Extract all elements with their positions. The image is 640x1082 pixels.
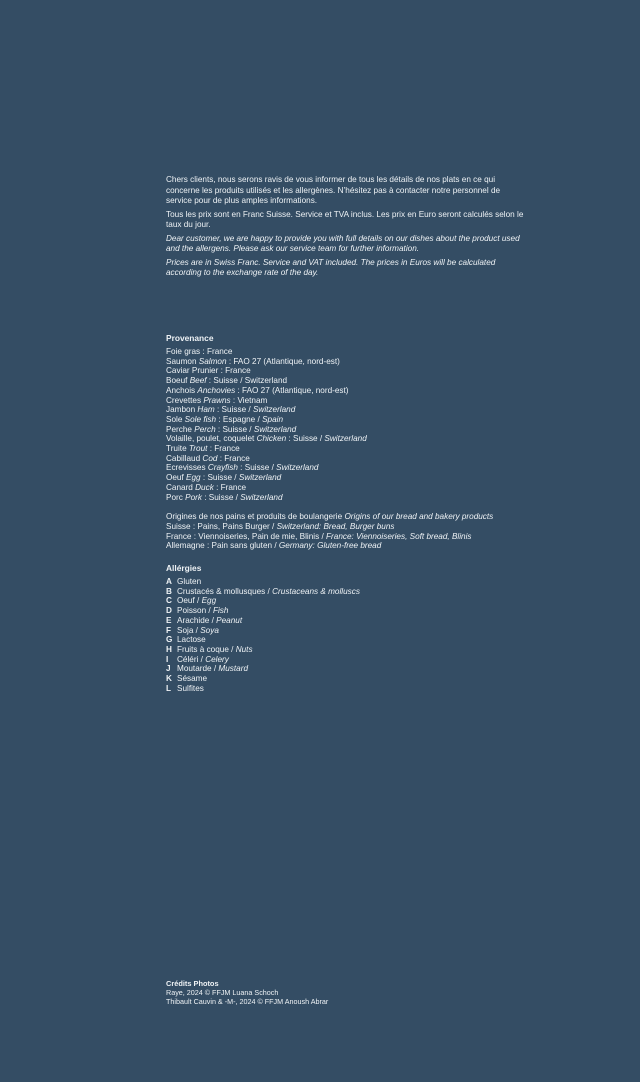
provenance-origin: France	[214, 444, 240, 454]
provenance-origin: Espagne /	[222, 414, 260, 424]
allergen-name-en: Mustard	[218, 664, 248, 674]
provenance-origin-en: Switzerland	[276, 463, 319, 473]
provenance-origin: Suisse / Switzerland	[213, 376, 288, 386]
allergen-name-en: Egg	[201, 596, 217, 606]
allergen-item	[166, 655, 526, 665]
allergen-name-en: Celery	[205, 654, 229, 664]
provenance-product: Crevettes	[166, 395, 202, 405]
intro-en-details: Dear customer, we are happy to provide you with full details on our dishes about the product used and the allergens. Please ask our service team for further information.	[166, 233, 520, 253]
provenance-product-en: Beef	[189, 376, 207, 386]
allergen-item	[166, 684, 526, 694]
allergen-item	[166, 596, 526, 606]
provenance-product: Oeuf	[166, 473, 184, 483]
credits-line: Raye, 2024 © FFJM Luana Schoch	[166, 988, 279, 997]
provenance-item: Sole Sole fish : Espagne / Spain	[166, 414, 284, 424]
provenance-origin: France	[220, 482, 247, 492]
provenance-product: Perche	[166, 424, 192, 434]
provenance-product-en: Salmon	[198, 356, 227, 366]
bread-title-fr: Origines de nos pains et produits de boulangerie	[166, 512, 343, 522]
provenance-item: Boeuf Beef : Suisse / Switzerland	[166, 376, 288, 386]
bread-item	[166, 532, 526, 542]
provenance-product-en: Crayfish	[207, 463, 238, 473]
allergen-letter: E	[166, 615, 172, 625]
provenance-product-en: Ham	[197, 405, 215, 415]
provenance-origin: FAO 27 (Atlantique, nord-est)	[242, 385, 349, 395]
allergen-name: Moutarde /	[177, 664, 217, 674]
allergen-letter: B	[166, 586, 172, 596]
allergen-item	[166, 577, 526, 587]
allergen-name: Soja /	[177, 625, 198, 635]
provenance-origin: Suisse /	[293, 434, 323, 444]
provenance-product-en: Duck	[195, 482, 214, 492]
provenance-product: Anchois	[166, 385, 196, 395]
provenance-origin: France	[225, 366, 251, 376]
provenance-item: Caviar Prunier : France	[166, 366, 251, 376]
bread-item	[166, 541, 526, 551]
provenance-section	[166, 333, 526, 551]
provenance-product: Volaille, poulet, coquelet	[166, 434, 255, 444]
allergens-list	[166, 577, 526, 693]
provenance-product: Foie gras	[166, 347, 201, 356]
allergen-name: Oeuf /	[177, 596, 200, 606]
provenance-product: Jambon	[166, 405, 196, 415]
provenance-product-en: Trout	[188, 444, 208, 454]
provenance-item: Oeuf Egg : Suisse / Switzerland	[166, 473, 282, 483]
bread-item-fr: Suisse : Pains, Pains Burger /	[166, 521, 275, 531]
provenance-origin: Vietnam	[237, 395, 268, 405]
provenance-product-en: Sole fish	[184, 414, 217, 424]
allergens-section	[166, 563, 526, 693]
provenance-item: Canard Duck : France	[166, 482, 247, 492]
provenance-origin: France	[206, 347, 233, 356]
allergen-item	[166, 664, 526, 674]
allergen-letter: K	[166, 674, 172, 684]
allergen-letter: F	[166, 625, 172, 635]
provenance-product-en: Cod	[202, 453, 218, 463]
bread-item-fr: France : Viennoiseries, Pain de mie, Blinis /	[166, 531, 324, 541]
allergen-item	[166, 587, 526, 597]
allergen-item	[166, 674, 526, 684]
allergen-letter: C	[166, 596, 172, 606]
allergen-item	[166, 645, 526, 655]
allergen-name-en: Peanut	[216, 615, 243, 625]
provenance-product: Canard	[166, 482, 193, 492]
credits-section	[166, 979, 526, 1006]
provenance-product: Ecrevisses	[166, 463, 206, 473]
bread-title	[166, 512, 526, 522]
intro-en-prices: Prices are in Swiss Franc. Service and VAT included. The prices in Euros will be calculated according to the exchange rate of the day.	[166, 257, 496, 277]
provenance-product-en: Egg	[186, 473, 201, 483]
provenance-origin-en: Switzerland	[324, 434, 367, 444]
provenance-product-en: Anchovies	[197, 385, 236, 395]
provenance-origin-en: Switzerland	[240, 492, 283, 502]
provenance-origin: Suisse /	[244, 463, 274, 473]
provenance-origin-en: Spain	[262, 414, 284, 424]
allergen-letter: L	[166, 683, 172, 693]
allergen-letter: H	[166, 644, 172, 654]
provenance-origin: France	[224, 453, 250, 463]
allergen-name: Fruits à coque /	[177, 644, 234, 654]
bread-title-en: Origins of our bread and bakery products	[344, 512, 494, 522]
provenance-title: Provenance	[166, 333, 214, 343]
bread-item-en: Switzerland: Bread, Burger buns	[276, 521, 395, 531]
provenance-list	[166, 347, 526, 502]
provenance-product: Caviar Prunier	[166, 366, 219, 376]
allergen-item	[166, 626, 526, 636]
allergen-name: Crustacés & mollusques /	[177, 586, 270, 596]
provenance-product: Truite	[166, 444, 187, 454]
provenance-product: Porc	[166, 492, 183, 502]
provenance-product: Boeuf	[166, 376, 188, 386]
provenance-product-en: Chicken	[256, 434, 287, 444]
intro-block	[166, 175, 526, 282]
bread-list	[166, 522, 526, 551]
provenance-item: Ecrevisses Crayfish : Suisse / Switzerland	[166, 463, 319, 473]
provenance-origin: Suisse /	[208, 492, 238, 502]
allergen-letter: A	[166, 577, 172, 586]
credits-line: Thibault Cauvin & -M-, 2024 © FFJM Anoush Abrar	[166, 997, 329, 1006]
provenance-origin: Suisse /	[222, 424, 252, 434]
provenance-item: Truite Trout : France	[166, 444, 240, 454]
provenance-product: Cabillaud	[166, 453, 201, 463]
allergen-name: Sulfites	[177, 683, 204, 693]
allergen-name-en: Crustaceans & molluscs	[272, 586, 360, 596]
provenance-origin-en: Switzerland	[252, 405, 296, 415]
provenance-origin-en: Switzerland	[238, 473, 282, 483]
allergen-item	[166, 616, 526, 626]
allergen-name: Céléri /	[177, 654, 203, 664]
allergen-item	[166, 606, 526, 616]
provenance-product-en: Pork	[185, 492, 202, 502]
allergen-letter: G	[166, 635, 173, 645]
provenance-product: Sole	[166, 414, 183, 424]
allergen-name-en: Soya	[200, 625, 219, 635]
intro-fr-details: Chers clients, nous serons ravis de vous informer de tous les détails de nos plats en ce qui concerne les produits utilisés et les allergènes. N’hésitez pas à contacter notre personnel de service pour de plus amples informations.	[166, 175, 501, 205]
allergen-name-en: Fish	[212, 606, 229, 616]
provenance-item: Crevettes Prawns : Vietnam	[166, 395, 268, 405]
allergen-name: Arachide /	[177, 615, 214, 625]
provenance-item: Perche Perch : Suisse / Switzerland	[166, 424, 297, 434]
provenance-product: Saumon	[166, 356, 197, 366]
provenance-item: Cabillaud Cod : France	[166, 453, 250, 463]
credits-title: Crédits Photos	[166, 979, 219, 988]
allergen-name: Gluten	[177, 577, 202, 586]
allergen-name-en: Nuts	[235, 644, 253, 654]
provenance-origin-en: Switzerland	[253, 424, 297, 434]
allergens-title: Allérgies	[166, 563, 202, 573]
provenance-item: Porc Pork : Suisse / Switzerland	[166, 492, 283, 502]
allergen-letter: I	[166, 654, 169, 664]
bread-item	[166, 522, 526, 532]
provenance-item: Saumon Salmon : FAO 27 (Atlantique, nord-est)	[166, 356, 340, 366]
intro-fr-prices: Tous les prix sont en Franc Suisse. Service et TVA inclus. Les prix en Euro seront calculés selon le taux du jour.	[166, 209, 524, 229]
bread-item-en: France: Viennoiseries, Soft bread, Blinis	[326, 531, 472, 541]
allergen-item	[166, 635, 526, 645]
bread-item-en: Germany: Gluten-free bread	[278, 541, 382, 551]
allergen-name: Poisson /	[177, 606, 211, 616]
provenance-origin: Suisse /	[221, 405, 251, 415]
provenance-product-en: Perch	[194, 424, 216, 434]
allergen-name: Lactose	[177, 635, 206, 645]
provenance-item: Foie gras : France	[166, 347, 233, 356]
allergen-name: Sésame	[177, 674, 208, 684]
provenance-origin: FAO 27 (Atlantique, nord-est)	[233, 356, 340, 366]
provenance-origin: Suisse /	[207, 473, 237, 483]
provenance-item: Volaille, poulet, coquelet Chicken : Suisse / Switzerland	[166, 434, 367, 444]
provenance-product-en: Prawns	[203, 395, 231, 405]
allergen-letter: J	[166, 664, 171, 674]
bread-item-fr: Allemagne : Pain sans gluten /	[166, 541, 277, 551]
allergen-letter: D	[166, 606, 172, 616]
provenance-item: Anchois Anchovies : FAO 27 (Atlantique, nord-est)	[166, 385, 349, 395]
provenance-item: Jambon Ham : Suisse / Switzerland	[166, 405, 296, 415]
